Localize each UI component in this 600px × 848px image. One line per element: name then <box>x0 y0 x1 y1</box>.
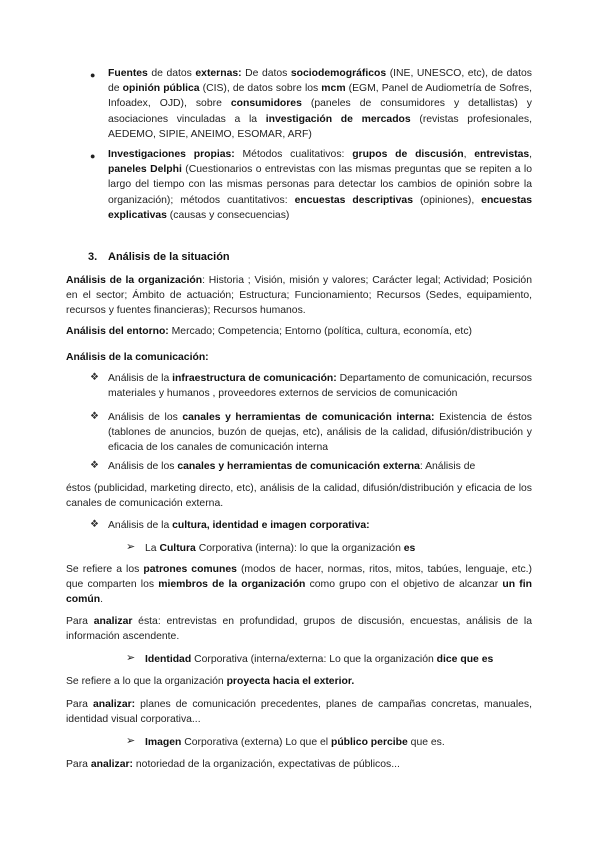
item-comunicacion-externa <box>108 459 532 474</box>
bold-run: es <box>403 543 416 554</box>
bold-run: encuestas descriptivas <box>294 194 413 206</box>
diamond-bullet: ❖ <box>90 372 99 383</box>
diamond-bullet: ❖ <box>90 519 99 530</box>
text-run: etc.) que comparten los <box>66 564 533 591</box>
text-run: consumidores y detallistas) y asociaciones vinculadas a la <box>108 98 532 125</box>
bullet-marker: ● <box>90 70 96 80</box>
arrow-bullet: ➢ <box>126 652 136 664</box>
item-cultura-identidad-imagen <box>108 518 532 533</box>
text-run: , <box>529 149 533 160</box>
text-run: opinión sobre la organización); métodos cuantitativos: <box>108 179 533 206</box>
bold-run: patrones comunes <box>143 564 237 575</box>
text-run: (Cuestionarios o entrevistas con las mismas preguntas que se <box>181 164 477 176</box>
text-run: La <box>145 543 160 554</box>
text-run: Se refiere a lo que la organización <box>66 676 227 687</box>
text-run: Análisis de los <box>108 461 178 472</box>
text-run: Existencia de <box>434 412 503 423</box>
text-run: (INE, UNESCO, etc), de <box>386 68 504 79</box>
text-run: Para <box>66 759 91 770</box>
text-run: planes de comunicación precedentes, planes de campañas concretas, <box>135 699 480 710</box>
text-run: (EGM, Panel de <box>345 83 423 95</box>
text-run: : Historia ; Visión, misión y valores; Carácter legal; Actividad; <box>202 275 489 286</box>
text-run: (revistas profesionales, AEDEMO, SIPIE, ANEIMO, ESOMAR, ARF) <box>108 113 532 140</box>
section-title: Análisis de la situación <box>108 251 230 263</box>
bold-run: Análisis del entorno: <box>66 326 169 337</box>
analisis-organizacion <box>66 273 532 319</box>
text-run: Se refiere a los <box>66 564 144 575</box>
text-run: notoriedad de la organización, expectativas de públicos... <box>133 759 400 770</box>
bullet-fuentes-externas <box>108 66 532 142</box>
text-run: De datos <box>241 68 291 79</box>
text-run: Análisis de la <box>108 520 173 531</box>
bold-run: analizar: <box>90 759 133 770</box>
arrow-bullet: ➢ <box>126 541 136 553</box>
bold-run: Identidad <box>145 654 192 665</box>
text-run: Posición en el sector; Ámbito de actuación; Estructura; Funcionamiento; Recursos (Sedes, <box>66 275 532 302</box>
bold-run: opinión pública <box>122 83 200 95</box>
text-run: de los canales de comunicación externa. <box>66 483 532 510</box>
text-run: (paneles de <box>301 98 372 110</box>
text-run: alcanzar <box>458 579 503 591</box>
text-run: repiten a lo largo del tiempo con las mismas personas para detectar los cambios de <box>108 164 532 191</box>
section-number: 3. <box>88 251 98 263</box>
text-run: equipamiento, recursos y fuentes financieras); Recursos humanos. <box>66 290 532 317</box>
bold-run: Fuentes <box>108 68 148 79</box>
text-run: como grupo con el objetivo de <box>305 579 455 591</box>
bold-run: investigación de <box>265 113 353 125</box>
text-run: Para <box>66 699 93 710</box>
text-run: Corporativa (externa) Lo que el <box>181 737 331 748</box>
imagen-corporativa <box>145 735 532 750</box>
cultura-corporativa <box>145 541 532 556</box>
bold-run: Análisis de la organización <box>66 275 203 286</box>
bold-run: cultura, identidad e imagen corporativa: <box>172 520 370 531</box>
bold-run: Análisis de la comunicación: <box>66 352 209 363</box>
text-run: de datos <box>147 68 196 79</box>
bold-run: proyecta hacia el exterior. <box>226 676 355 687</box>
arrow-bullet: ➢ <box>126 735 136 747</box>
bold-run: analizar <box>93 616 133 627</box>
text-run: éstos (tablones de anuncios, buzón de quejas, etc), análisis de la calidad, <box>108 412 532 439</box>
bold-run: Imagen <box>145 737 182 748</box>
analisis-comunicacion-heading <box>66 350 532 365</box>
diamond-bullet: ❖ <box>90 460 99 471</box>
text-run: que es. <box>407 737 445 748</box>
bold-run: público percibe <box>330 737 408 748</box>
text-run: información ascendente. <box>66 631 180 643</box>
bold-run: sociodemográficos <box>290 68 387 79</box>
text-run: Para <box>66 616 94 627</box>
text-run: , <box>463 149 475 160</box>
bold-run: infraestructura de comunicación: <box>172 373 337 384</box>
text-run: recursos materiales y humanos , proveedores externos de servicios de comunicación <box>108 373 532 400</box>
bold-run: encuestas explicativas <box>108 194 532 221</box>
text-run: Corporativa (interna/externa: Lo que la organización <box>191 654 437 665</box>
text-run: (causas y consecuencias) <box>166 209 290 221</box>
text-run: (CIS), de datos sobre los <box>199 83 322 95</box>
text-run: Mercado; Competencia; Entorno (política, cultura, economía, etc) <box>168 326 472 337</box>
text-run: ésta: entrevistas en profundidad, grupos de discusión, encuestas, análisis de la <box>132 616 532 627</box>
item-infraestructura <box>108 371 532 401</box>
externa-continuation <box>66 481 532 511</box>
text-run: (opiniones), <box>419 194 482 206</box>
bold-run: un fin común <box>66 579 532 606</box>
text-run: éstos (publicidad, marketing directo, etc), análisis de la calidad, difusión/distribución y eficacia <box>66 483 501 494</box>
text-run: Análisis de la <box>108 373 173 384</box>
cultura-description <box>66 562 532 608</box>
bold-run: entrevistas <box>474 149 530 160</box>
bold-run: miembros de la organización <box>158 579 306 591</box>
identidad-corporativa <box>145 652 532 667</box>
analisis-entorno <box>66 324 532 339</box>
bullet-investigaciones-propias <box>108 147 532 223</box>
identidad-description <box>66 674 532 689</box>
item-comunicacion-interna <box>108 410 532 456</box>
text-run: Departamento de comunicación, <box>336 373 490 384</box>
text-run: difusión/distribución y eficacia de los canales de comunicación interna <box>108 427 533 454</box>
bold-run: Investigaciones propias: <box>108 149 235 160</box>
bold-run: externas: <box>195 68 242 79</box>
text-run: Métodos cualitativos: <box>234 149 353 160</box>
bold-run: analizar: <box>92 699 136 710</box>
bold-run: dice que es <box>436 654 494 665</box>
identidad-analizar <box>66 697 532 727</box>
bold-run: canales y herramientas de comunicación externa <box>177 461 420 472</box>
text-run: Análisis de los <box>108 412 183 423</box>
text-run: . <box>100 594 103 606</box>
text-run: Audiometría de Sofres, Infoadex, OJD), sobre <box>108 83 532 110</box>
text-run: manuales, identidad visual corporativa... <box>66 699 532 726</box>
bold-run: Cultura <box>159 543 196 554</box>
bold-run: canales y herramientas de comunicación interna: <box>182 412 435 423</box>
bold-run: paneles Delphi <box>108 164 182 176</box>
bold-run: consumidores <box>230 98 302 110</box>
text-run: : Análisis de <box>419 461 476 472</box>
bold-run: grupos de discusión <box>352 149 464 160</box>
bold-run: mcm <box>321 83 346 95</box>
text-run: (modos de hacer, normas, ritos, mitos, tabúes, lenguaje, <box>236 564 508 575</box>
bold-run: mercados <box>361 113 411 125</box>
diamond-bullet: ❖ <box>90 411 99 422</box>
text-run: datos de <box>108 68 532 95</box>
bullet-marker: ● <box>90 151 96 161</box>
text-run: Corporativa (interna): lo que la organización <box>195 543 404 554</box>
cultura-analizar <box>66 614 532 644</box>
imagen-analizar <box>66 757 532 772</box>
